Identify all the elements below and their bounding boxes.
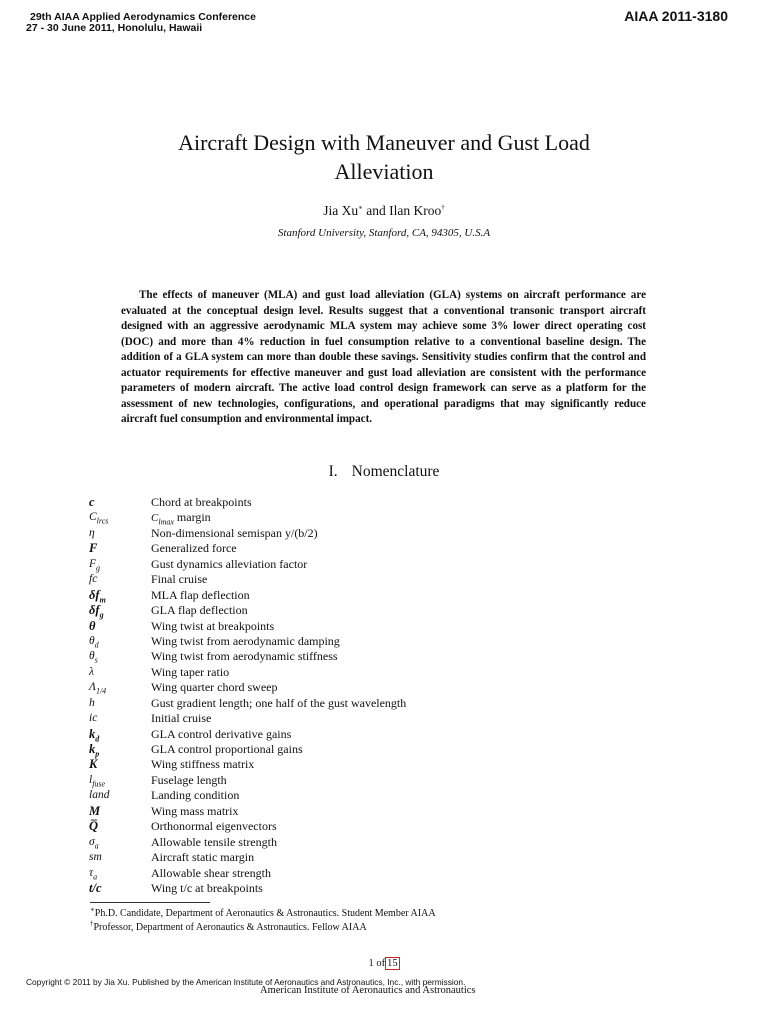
nomenclature-symbol: Q̅: [89, 819, 99, 834]
nomenclature-symbol: θ: [89, 618, 96, 633]
nomenclature-row: [89, 788, 689, 803]
nomenclature-description: Allowable tensile strength: [151, 834, 277, 849]
nomenclature-description: Orthonormal eigenvectors: [151, 819, 277, 834]
nomenclature-row: [89, 696, 689, 711]
page-number: [0, 958, 768, 969]
nomenclature-symbol: $\Lambda_{1/4}$: [89, 681, 107, 696]
nomenclature-row: [89, 619, 689, 634]
nomenclature-row: [89, 495, 689, 510]
nomenclature-description: MLA flap deflection: [151, 587, 250, 602]
footnote-1-mark: ∗: [90, 905, 95, 914]
nomenclature-description: Wing twist from aerodynamic stiffness: [151, 649, 338, 664]
nomenclature-description: Wing mass matrix: [151, 803, 239, 818]
nomenclature-description: Wing twist from aerodynamic damping: [151, 633, 340, 648]
nomenclature-row: [89, 634, 689, 649]
copyright-notice: Copyright © 2011 by Jia Xu. Published by the American Institute of Aeronautics and Astronautics, Inc., with permission.: [26, 977, 466, 987]
nomenclature-row: [89, 850, 689, 865]
nomenclature-description: Landing condition: [151, 788, 240, 803]
footnote-mark-1[interactable]: ∗: [358, 203, 363, 212]
nomenclature-row: [89, 541, 689, 556]
footnote-1: [90, 907, 436, 921]
nomenclature-description: Gust gradient length; one half of the gust wavelength: [151, 695, 407, 710]
title-line-2: Alleviation: [334, 159, 434, 184]
nomenclature-row: [89, 557, 689, 572]
title-line-1: Aircraft Design with Maneuver and Gust Load: [178, 130, 590, 155]
nomenclature-symbol: fc: [89, 573, 98, 586]
affiliation: Stanford University, Stanford, CA, 94305, U.S.A: [277, 227, 491, 239]
nomenclature-symbol: $F_g$: [89, 557, 101, 573]
nomenclature-symbol: $\theta_s$: [89, 650, 98, 665]
nomenclature-description: Final cruise: [151, 572, 208, 587]
footnote-mark-2[interactable]: †: [441, 203, 445, 212]
conference-info: [26, 12, 256, 34]
nomenclature-symbol: h: [89, 696, 95, 709]
nomenclature-heading: [0, 463, 768, 481]
nomenclature-symbol: $\tau_a$: [89, 866, 98, 881]
nomenclature-row: [89, 866, 689, 881]
nomenclature-row: [89, 727, 689, 742]
nomenclature-symbol: c: [89, 495, 95, 509]
nomenclature-description: Non-dimensional semispan y/(b/2): [151, 525, 318, 540]
nomenclature-symbol: K: [89, 757, 98, 772]
nomenclature-row: [89, 773, 689, 788]
nomenclature-description: GLA flap deflection: [151, 603, 248, 618]
footnote-2-text: Professor, Department of Aeronautics & Astronautics. Fellow AIAA: [93, 922, 367, 933]
nomenclature-row: [89, 742, 689, 757]
nomenclature-row: [89, 835, 689, 850]
paper-id: AIAA 2011-3180: [624, 8, 728, 24]
nomenclature-row: [89, 603, 689, 618]
nomenclature-description: Gust dynamics alleviation factor: [151, 556, 308, 571]
nomenclature-description: $C_{lmax}$ margin: [151, 510, 211, 527]
nomenclature-description: Aircraft static margin: [151, 850, 255, 865]
paper-title: [0, 128, 768, 186]
page-total-link[interactable]: 15: [387, 958, 398, 969]
nomenclature-description: GLA control proportional gains: [151, 742, 303, 756]
author-xu: Jia Xu: [323, 203, 359, 218]
nomenclature-symbol: ic: [89, 712, 98, 725]
nomenclature-symbol: $\theta_d$: [89, 634, 99, 650]
nomenclature-description: Allowable shear strength: [151, 865, 271, 880]
footnote-1-text: Ph.D. Candidate, Department of Aeronautics & Astronautics. Student Member AIAA: [94, 908, 436, 919]
nomenclature-row: [89, 757, 689, 772]
nomenclature-description: GLA control derivative gains: [151, 726, 292, 741]
footnote-2-mark: †: [90, 919, 94, 928]
nomenclature-description: Chord at breakpoints: [151, 495, 252, 509]
author-kroo: Ilan Kroo: [389, 203, 442, 218]
nomenclature-symbol: t/c: [89, 880, 102, 895]
author-list: [0, 203, 768, 219]
nomenclature-symbol: $l_{fuse}$: [89, 773, 106, 789]
nomenclature-row: [89, 711, 689, 726]
nomenclature-symbol: η: [89, 526, 95, 539]
nomenclature-row: [89, 526, 689, 541]
nomenclature-description: Wing stiffness matrix: [151, 757, 255, 772]
nomenclature-row: [89, 588, 689, 603]
abstract: The effects of maneuver (MLA) and gust load alleviation (GLA) systems on aircraft performance are evaluated at the conceptual design level. Results suggest that a conventional transonic transport aircraft designed with an aggressive aerodynamic MLA system may achieve some 3% lower direct operating cost (DOC) and more than 4% reduction in fuel consumption relative to a conventional baseline design. The addition of a GLA system can more than double these savings. Sensitivity studies confirm that the control and actuator requirements for effective maneuver and gust load alleviation are consistent with the performance parameters of modern aircraft. The active load control design framework can serve as a platform for the assessment of new technologies, configurations, and operational paradigms that may significantly reduce aircraft fuel consumption and environmental impact.: [121, 289, 646, 425]
nomenclature-row: [89, 804, 689, 819]
nomenclature-symbol: sm: [89, 851, 102, 864]
author-connector: and: [362, 203, 390, 218]
conference-name: 29th AIAA Applied Aerodynamics Conference: [30, 11, 256, 23]
nomenclature-description: Fuselage length: [151, 772, 227, 787]
nomenclature-symbol: F: [89, 541, 98, 556]
footnote-rule: [90, 902, 210, 903]
nomenclature-row: [89, 881, 689, 896]
nomenclature-row: [89, 572, 689, 587]
footnote-2: [90, 921, 436, 935]
page-current: 1: [368, 958, 374, 969]
nomenclature-symbol: $\delta f_g$: [89, 603, 104, 620]
publisher-name: American Institute of Aeronautics and Astronautics: [260, 985, 476, 996]
nomenclature-description: Wing quarter chord sweep: [151, 680, 278, 695]
nomenclature-symbol: $k_d$: [89, 726, 100, 744]
nomenclature-symbol: λ: [89, 665, 94, 678]
section-title: Nomenclature: [351, 463, 440, 480]
footnotes: [90, 907, 436, 935]
nomenclature-description: Generalized force: [151, 541, 237, 556]
conference-dates: 27 - 30 June 2011, Honolulu, Hawaii: [26, 22, 203, 34]
nomenclature-symbol: M: [89, 803, 101, 818]
nomenclature-symbol: $\sigma_a$: [89, 835, 99, 850]
page-of: of: [376, 958, 386, 969]
nomenclature-description: Wing taper ratio: [151, 664, 230, 679]
nomenclature-row: [89, 510, 689, 525]
nomenclature-symbol: land: [89, 789, 110, 802]
nomenclature-row: [89, 665, 689, 680]
nomenclature-symbol: $\delta f_m$: [89, 587, 106, 605]
nomenclature-description: Initial cruise: [151, 711, 212, 726]
nomenclature-row: [89, 649, 689, 664]
nomenclature-list: [89, 495, 689, 896]
nomenclature-description: Wing twist at breakpoints: [151, 618, 275, 633]
nomenclature-row: [89, 680, 689, 695]
nomenclature-symbol: $C_{lrcs}$: [89, 511, 109, 526]
section-number: I.: [328, 463, 338, 480]
nomenclature-row: [89, 819, 689, 834]
nomenclature-symbol: $k_p$: [89, 742, 100, 759]
nomenclature-description: Wing t/c at breakpoints: [151, 880, 263, 895]
